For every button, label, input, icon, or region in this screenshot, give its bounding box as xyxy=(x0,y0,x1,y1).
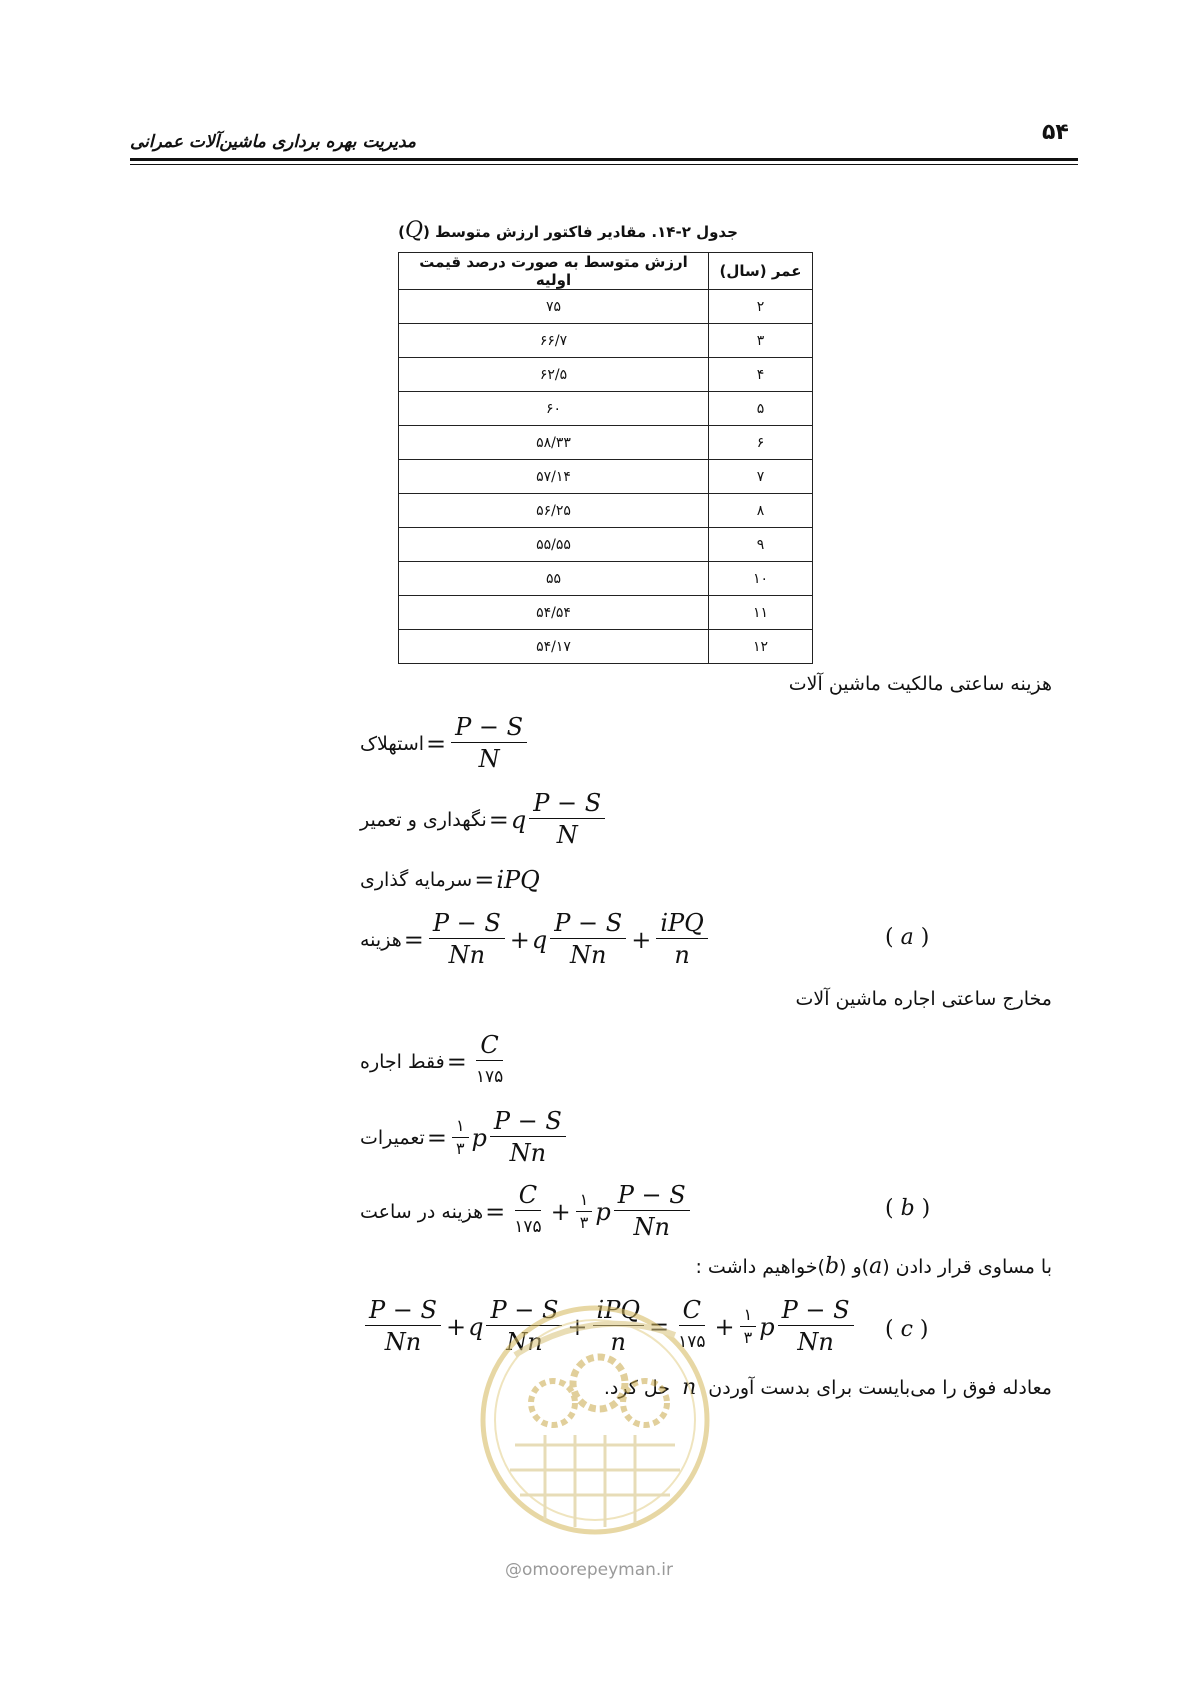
cell-value: ۵۵ xyxy=(399,562,709,596)
cell-value: ۶۲/۵ xyxy=(399,358,709,392)
variable-p: p xyxy=(759,1312,775,1341)
table-row xyxy=(399,392,813,426)
table-caption-variable: Q xyxy=(404,218,424,243)
cell-value: ۵۸/۳۳ xyxy=(399,426,709,460)
table-row xyxy=(399,630,813,664)
table-row xyxy=(399,596,813,630)
cell-age: ۶ xyxy=(709,426,813,460)
cell-value: ۶۶/۷ xyxy=(399,324,709,358)
numerator: C xyxy=(476,1030,502,1061)
denominator: Nn xyxy=(506,1328,543,1356)
fraction xyxy=(510,1180,545,1243)
numerator: iPQ xyxy=(593,1295,645,1326)
variable-iPQ: iPQ xyxy=(496,866,540,894)
numerator: P − S xyxy=(529,788,605,819)
cell-value: ۶۰ xyxy=(399,392,709,426)
equation-a xyxy=(360,908,711,971)
numerator: C xyxy=(515,1180,541,1211)
variable-q: q xyxy=(510,805,527,834)
page-number: ۵۴ xyxy=(1042,120,1069,145)
header-age: عمر (سال) xyxy=(709,253,813,290)
closing-end: حل کرد. xyxy=(603,1377,671,1399)
equation-label-a: ( a ) xyxy=(885,925,930,950)
fraction-one-third xyxy=(452,1115,469,1160)
term-maintenance: نگهداری و تعمیر xyxy=(360,808,487,831)
cell-age: ۲ xyxy=(709,290,813,324)
table-row xyxy=(399,528,813,562)
numerator: P − S xyxy=(365,1295,441,1326)
intro-end: )خواهیم داشت : xyxy=(695,1256,825,1278)
cell-value: ۵۴/۵۴ xyxy=(399,596,709,630)
label-a: a xyxy=(900,925,914,950)
denominator: N xyxy=(556,821,578,849)
header-rule-thin xyxy=(130,164,1078,165)
ownership-heading: هزینه ساعتی مالکیت ماشین آلات xyxy=(788,673,1052,695)
equation-label-b: ( b ) xyxy=(885,1196,931,1221)
cell-age: ۴ xyxy=(709,358,813,392)
numerator: ۱ xyxy=(576,1189,593,1212)
watermark-logo-icon xyxy=(475,1295,715,1545)
cell-age: ۵ xyxy=(709,392,813,426)
denominator: n xyxy=(674,941,690,969)
term-investment: سرمایه گذاری xyxy=(360,869,473,891)
denominator: ۱۷۵ xyxy=(514,1217,542,1237)
denominator: Nn xyxy=(384,1328,422,1356)
numerator: P − S xyxy=(490,1106,566,1137)
fraction-one-third xyxy=(740,1304,757,1349)
fraction xyxy=(778,1295,854,1358)
numerator: ۱ xyxy=(452,1115,469,1138)
header-rule-thick xyxy=(130,158,1078,161)
fraction xyxy=(656,908,708,971)
numerator: P − S xyxy=(429,908,505,939)
equation-repairs xyxy=(360,1106,569,1169)
denominator: n xyxy=(610,1328,627,1356)
denominator: ۳ xyxy=(579,1213,589,1232)
numerator: P − S xyxy=(614,1180,690,1211)
variable-p: p xyxy=(595,1197,611,1226)
cell-age: ۳ xyxy=(709,324,813,358)
intro-b: b xyxy=(824,1254,840,1279)
table-caption-end: ) xyxy=(398,223,405,241)
plus-sign: + xyxy=(631,925,652,954)
equation-label-c: ( c ) xyxy=(885,1317,929,1342)
denominator: Nn xyxy=(633,1213,670,1241)
numerator: P − S xyxy=(451,712,527,743)
equation-depreciation xyxy=(360,712,530,775)
denominator: Nn xyxy=(509,1139,547,1167)
average-value-table xyxy=(398,252,813,664)
table-caption-text: جدول ۲-۱۴. مقادیر فاکتور ارزش متوسط ( xyxy=(423,223,738,241)
denominator: Nn xyxy=(570,941,607,969)
equals-sign: = xyxy=(446,1047,467,1076)
running-header-title: مدیریت بهره برداری ماشین‌آلات عمرانی xyxy=(130,132,417,152)
variable-q: q xyxy=(531,925,548,954)
cell-value: ۵۷/۱۴ xyxy=(399,460,709,494)
equals-sign: = xyxy=(403,925,424,954)
fraction xyxy=(451,712,527,775)
denominator: ۳ xyxy=(743,1328,753,1347)
numerator: P − S xyxy=(550,908,626,939)
fraction xyxy=(614,1180,690,1243)
cell-age: ۹ xyxy=(709,528,813,562)
denominator: N xyxy=(478,745,500,773)
equals-sign: = xyxy=(488,805,509,834)
label-b: b xyxy=(900,1196,915,1221)
closing-start: معادله فوق را می‌بایست برای بدست آوردن xyxy=(708,1377,1052,1399)
denominator: Nn xyxy=(797,1328,834,1356)
cell-value: ۵۶/۲۵ xyxy=(399,494,709,528)
cell-age: ۷ xyxy=(709,460,813,494)
term-repairs: تعمیرات xyxy=(360,1126,425,1149)
equals-sign: = xyxy=(474,866,495,894)
cell-value: ۷۵ xyxy=(399,290,709,324)
table-row xyxy=(399,460,813,494)
term-cost: هزینه xyxy=(360,928,402,951)
plus-sign: + xyxy=(509,925,530,954)
denominator: ۳ xyxy=(455,1139,465,1158)
fraction xyxy=(429,908,505,971)
table-caption xyxy=(398,218,738,243)
numerator: ۱ xyxy=(740,1304,757,1327)
numerator: C xyxy=(679,1295,705,1326)
equals-sign: = xyxy=(426,1123,447,1152)
equals-sign: = xyxy=(485,1197,506,1226)
header-average-value: ارزش متوسط به صورت درصد قیمت اولیه xyxy=(399,253,709,290)
table-row xyxy=(399,324,813,358)
cell-age: ۱۰ xyxy=(709,562,813,596)
fraction-one-third xyxy=(576,1189,593,1234)
denominator: ۱۷۵ xyxy=(678,1332,706,1352)
cell-age: ۸ xyxy=(709,494,813,528)
intro-mid: )و ( xyxy=(839,1256,870,1278)
equation-b xyxy=(360,1180,693,1243)
fraction xyxy=(490,1106,566,1169)
cell-value: ۵۴/۱۷ xyxy=(399,630,709,664)
equation-rent-only xyxy=(360,1030,510,1093)
numerator: P − S xyxy=(486,1295,562,1326)
table-row xyxy=(399,494,813,528)
watermark-site: @omoorepeyman.ir xyxy=(505,1560,674,1580)
term-depreciation: استهلاک xyxy=(360,732,425,755)
equals-sign: = xyxy=(426,729,447,758)
denominator: ۱۷۵ xyxy=(475,1067,504,1087)
fraction xyxy=(365,1295,441,1358)
variable-q: q xyxy=(468,1312,484,1341)
plus-sign: + xyxy=(445,1312,467,1341)
numerator: iPQ xyxy=(656,908,708,939)
plus-sign: + xyxy=(567,1312,588,1341)
table-header-row xyxy=(399,253,813,290)
denominator: Nn xyxy=(448,941,486,969)
plus-sign: + xyxy=(550,1197,571,1226)
intro-a: a xyxy=(869,1254,883,1279)
term-cost-per-hour: هزینه در ساعت xyxy=(360,1200,484,1223)
rental-heading: مخارج ساعتی اجاره ماشین آلات xyxy=(795,988,1052,1010)
fraction xyxy=(472,1030,507,1093)
intro-start: با مساوی قرار دادن ( xyxy=(882,1256,1052,1278)
fraction xyxy=(550,908,626,971)
fraction xyxy=(529,788,605,851)
equals-sign: = xyxy=(649,1312,670,1341)
term-rent-only: فقط اجاره xyxy=(360,1050,445,1073)
plus-sign: + xyxy=(714,1312,735,1341)
cell-age: ۱۱ xyxy=(709,596,813,630)
table-row xyxy=(399,290,813,324)
variable-p: p xyxy=(471,1123,487,1152)
cell-value: ۵۵/۵۵ xyxy=(399,528,709,562)
equation-maintenance xyxy=(360,788,608,851)
table-row xyxy=(399,426,813,460)
table-row xyxy=(399,562,813,596)
equation-investment xyxy=(360,866,540,894)
closing-variable: n xyxy=(682,1375,697,1400)
numerator: P − S xyxy=(778,1295,854,1326)
cell-age: ۱۲ xyxy=(709,630,813,664)
label-c: c xyxy=(900,1317,913,1342)
table-row xyxy=(399,358,813,392)
combined-intro xyxy=(695,1254,1052,1279)
